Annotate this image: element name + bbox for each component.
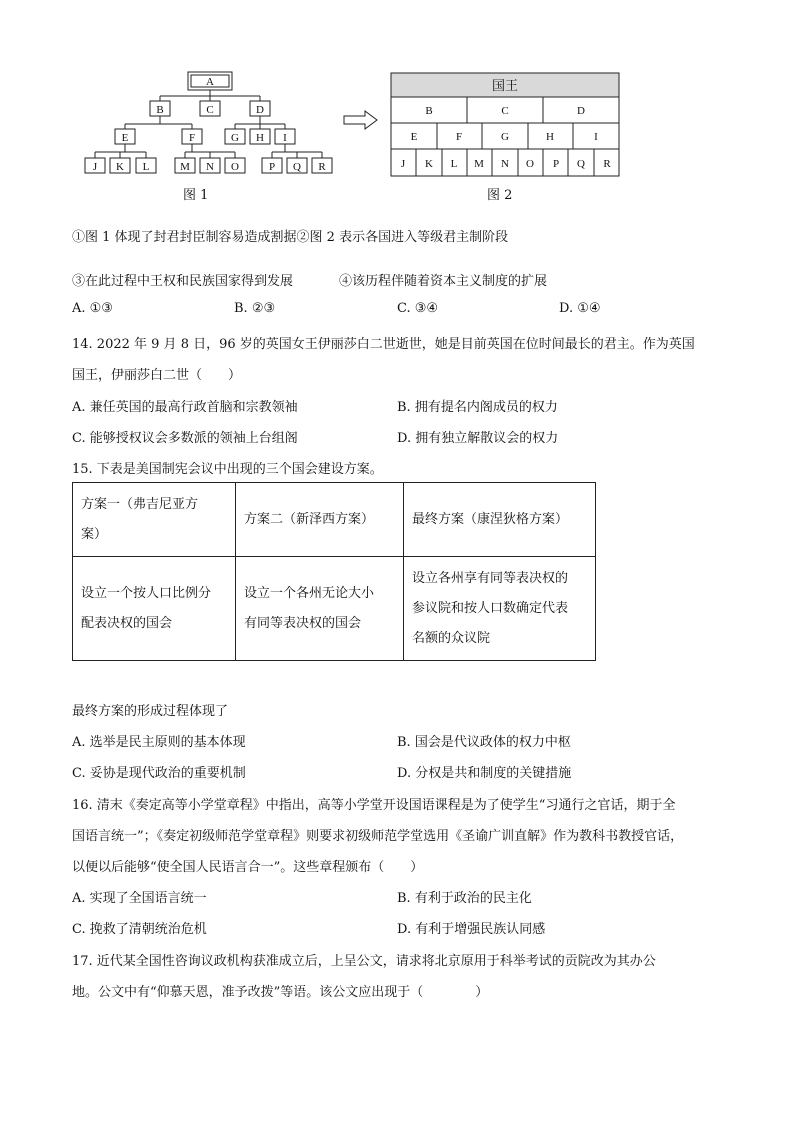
figure2-row3-cell: L — [450, 158, 458, 170]
q16-option-d[interactable]: D. 有利于增强民族认同感 — [397, 922, 546, 937]
figure1-tree-diagram — [80, 68, 340, 180]
figure2-row3-cell: R — [603, 158, 611, 170]
node-level4: K — [116, 161, 124, 173]
node-level4: O — [231, 161, 239, 173]
figure2-row2-cell: H — [546, 131, 554, 143]
node-level3: E — [121, 132, 129, 144]
q14-option-b[interactable]: B. 拥有提名内阁成员的权力 — [397, 400, 558, 415]
table-header-cell: 最终方案（康涅狄格方案） — [404, 483, 596, 557]
node-level4: N — [206, 161, 214, 173]
table-cell: 设立一个按人口比例分 配表决权的国会 — [73, 557, 236, 661]
node-level3: I — [283, 132, 287, 144]
q13-option-a[interactable]: A. ①③ — [72, 301, 113, 316]
q15-question: 最终方案的形成过程体现了 — [72, 704, 229, 719]
figure2-row1-cell: C — [501, 105, 509, 117]
q17-stem-line-2: 地。公文中有“仰慕天恩，准予改拨”等语。该公文应出现于（ ） — [72, 985, 489, 1000]
q16-stem-line-1: 16. 清末《奏定高等小学堂章程》中指出，高等小学堂开设国语课程是为了使学生“习通行之官话，期于全 — [72, 798, 676, 813]
q14-option-a[interactable]: A. 兼任英国的最高行政首脑和宗教领袖 — [72, 400, 298, 415]
figure2-row2-cell: G — [501, 131, 509, 143]
node-level4: L — [142, 161, 150, 173]
node-level4: J — [92, 161, 98, 173]
q16-stem-line-2: 国语言统一”；《奏定初级师范学堂章程》则要求初级师范学堂选用《圣谕广训直解》作为教科书教授官话， — [72, 829, 684, 844]
table-header-cell: 方案二（新泽西方案） — [236, 483, 404, 557]
table-header-cell: 方案一（弗吉尼亚方 案） — [73, 483, 236, 557]
figure2-row3-cell: M — [474, 158, 484, 170]
table-cell: 设立一个各州无论大小 有同等表决权的国会 — [236, 557, 404, 661]
q15-plans-table — [72, 482, 596, 661]
q16-option-b[interactable]: B. 有利于政治的民主化 — [397, 891, 532, 906]
node-level4: Q — [293, 161, 301, 173]
figure2-row3-cell: J — [400, 158, 406, 170]
q15-option-d[interactable]: D. 分权是共和制度的关键措施 — [397, 766, 572, 781]
figure2-header: 国王 — [491, 78, 519, 93]
node-root: A — [206, 76, 214, 88]
q15-option-a[interactable]: A. 选举是民主原则的基本体现 — [72, 735, 246, 750]
node-level4: R — [318, 161, 326, 173]
node-level2: D — [256, 104, 264, 116]
q13-statement-4: ④该历程伴随着资本主义制度的扩展 — [339, 274, 548, 289]
q14-option-d[interactable]: D. 拥有独立解散议会的权力 — [397, 431, 559, 446]
q13-statement-3: ③在此过程中王权和民族国家得到发展 — [72, 274, 294, 289]
q17-stem-line-1: 17. 近代某全国性咨询议政机构获准成立后，上呈公文，请求将北京原用于科举考试的贡院改为其办公 — [72, 954, 656, 969]
q15-option-b[interactable]: B. 国会是代议政体的权力中枢 — [397, 735, 571, 750]
right-arrow-icon — [343, 110, 379, 130]
q13-option-d[interactable]: D. ①④ — [559, 301, 601, 316]
figure2-row3-cell: K — [425, 158, 433, 170]
table-cell: 设立各州享有同等表决权的 参议院和按人口数确定代表 名额的众议院 — [404, 557, 596, 661]
q14-stem-line-2: 国王，伊丽莎白二世（ ） — [72, 368, 242, 383]
node-level4: M — [180, 161, 190, 173]
node-level2: B — [156, 104, 164, 116]
figure2-row2-cell: E — [410, 131, 418, 143]
q13-statement-1-2: ①图 1 体现了封君封臣制容易造成割据②图 2 表示各国进入等级君主制阶段 — [72, 230, 509, 245]
figure2-row2-cell: F — [455, 131, 463, 143]
node-level4: P — [268, 161, 276, 173]
node-level3: G — [231, 132, 239, 144]
q16-option-a[interactable]: A. 实现了全国语言统一 — [72, 891, 207, 906]
figure2-row2-cell: I — [594, 131, 598, 143]
figure2-row3-cell: N — [501, 158, 509, 170]
figure2-row1-cell: B — [425, 105, 433, 117]
node-level3: H — [256, 132, 264, 144]
figure2-row3-cell: Q — [577, 158, 585, 170]
figure2-row3-cell: O — [526, 158, 534, 170]
figure2-caption: 图 2 — [487, 188, 513, 203]
q15-option-c[interactable]: C. 妥协是现代政治的重要机制 — [72, 766, 246, 781]
node-level2: C — [206, 104, 214, 116]
figure2-row1-cell: D — [577, 105, 585, 117]
q14-option-c[interactable]: C. 能够授权议会多数派的领袖上台组阁 — [72, 431, 298, 446]
figure1-caption: 图 1 — [183, 188, 209, 203]
q14-stem-line-1: 14. 2022 年 9 月 8 日，96 岁的英国女王伊丽莎白二世逝世，她是目前英国在位时间最长的君主。作为英国 — [72, 337, 695, 352]
q15-intro: 15. 下表是美国制宪会议中出现的三个国会建设方案。 — [72, 462, 383, 477]
q13-option-c[interactable]: C. ③④ — [397, 301, 439, 316]
q13-option-b[interactable]: B. ②③ — [234, 301, 276, 316]
q16-option-c[interactable]: C. 挽救了清朝统治危机 — [72, 922, 207, 937]
node-level3: F — [188, 132, 196, 144]
figure2-row3-cell: P — [552, 158, 560, 170]
figure2-hierarchy-table — [390, 72, 622, 178]
q16-stem-line-3: 以便以后能够“使全国人民语言合一”。这些章程颁布（ ） — [72, 860, 424, 875]
